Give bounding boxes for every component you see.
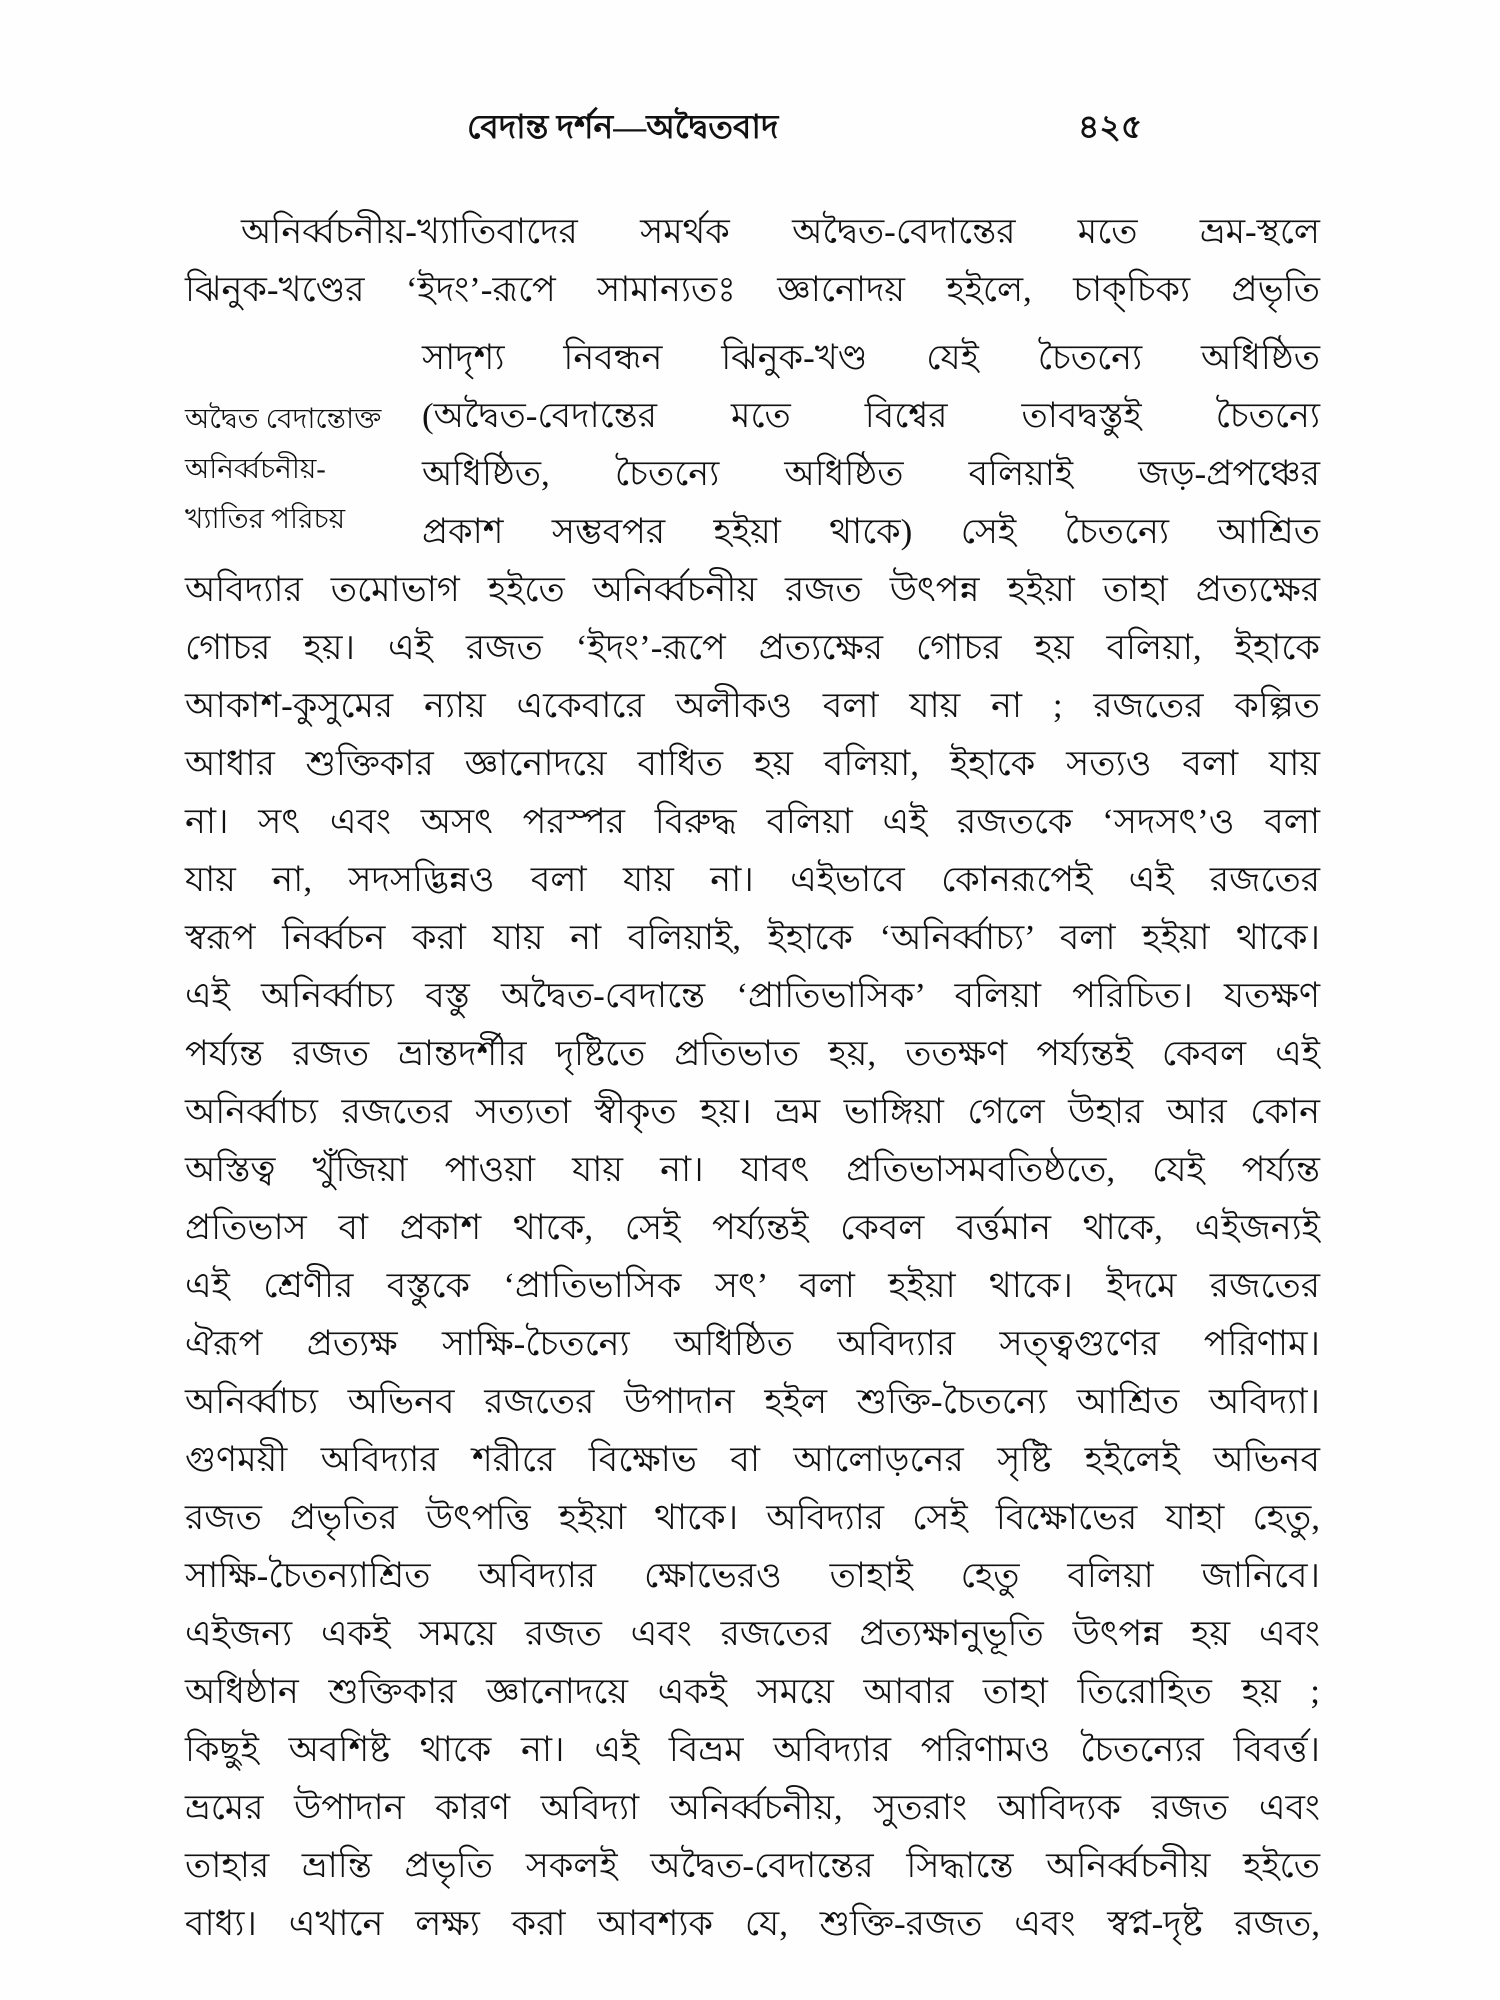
body-line: গোচর হয়। এই রজত ‘ইদং’-রূপে প্রত্যক্ষের গোচর হয় বলিয়া, ইহাকে <box>185 628 1320 667</box>
body-line: এই অনির্ব্বাচ্য বস্তু অদ্বৈত-বেদান্তে ‘প্রাতিভাসিক’ বলিয়া পরিচিত। যতক্ষণ <box>185 976 1320 1015</box>
body-line: কিছুই অবশিষ্ট থাকে না। এই বিভ্রম অবিদ্যার পরিণামও চৈতন্যের বিবর্ত্ত। <box>185 1730 1320 1769</box>
body-line: প্রকাশ সম্ভবপর হইয়া থাকে) সেই চৈতন্যে আশ্রিত <box>422 512 1320 551</box>
body-line: অধিষ্ঠান শুক্তিকার জ্ঞানোদয়ে একই সময়ে আবার তাহা তিরোহিত হয় ; <box>185 1672 1320 1711</box>
body-line: ঝিনুক-খণ্ডের ‘ইদং’-রূপে সামান্যতঃ জ্ঞানোদয় হইলে, চাক্‌চিক্য প্রভৃতি <box>185 270 1320 309</box>
body-line: এই শ্রেণীর বস্তুকে ‘প্রাতিভাসিক সৎ’ বলা হইয়া থাকে। ইদমে রজতের <box>185 1266 1320 1305</box>
body-line: অনির্ব্বাচ্য রজতের সত্যতা স্বীকৃত হয়। ভ্রম ভাঙ্গিয়া গেলে উহার আর কোন <box>185 1092 1320 1131</box>
margin-note-line: খ্যাতির পরিচয় <box>185 504 346 535</box>
body-line: স্বরূপ নির্ব্বচন করা যায় না বলিয়াই, ইহাকে ‘অনির্ব্বাচ্য’ বলা হইয়া থাকে। <box>185 918 1320 957</box>
body-line: যায় না, সদসদ্ভিন্নও বলা যায় না। এইভাবে কোনরূপেই এই রজতের <box>185 860 1320 899</box>
body-line: অধিষ্ঠিত, চৈতন্যে অধিষ্ঠিত বলিয়াই জড়-প্রপঞ্চের <box>422 454 1320 493</box>
body-line: রজত প্রভৃতির উৎপত্তি হইয়া থাকে। অবিদ্যার সেই বিক্ষোভের যাহা হেতু, <box>185 1498 1320 1537</box>
chapter-title: বেদান্ত দর্শন—অদ্বৈতবাদ <box>467 110 779 146</box>
running-header <box>185 106 1320 154</box>
margin-note-line: অনির্ব্বচনীয়- <box>185 454 326 485</box>
body-line: এইজন্য একই সময়ে রজত এবং রজতের প্রত্যক্ষানুভূতি উৎপন্ন হয় এবং <box>185 1614 1320 1653</box>
body-line: তাহার ভ্রান্তি প্রভৃতি সকলই অদ্বৈত-বেদান্তের সিদ্ধান্তে অনির্ব্বচনীয় হইতে <box>185 1846 1320 1885</box>
body-line: (অদ্বৈত-বেদান্তের মতে বিশ্বের তাবদ্বস্তুই চৈতন্যে <box>422 396 1320 435</box>
body-line: অস্তিত্ব খুঁজিয়া পাওয়া যায় না। যাবৎ প্রতিভাসমবতিষ্ঠতে, যেই পর্য্যন্ত <box>185 1150 1320 1189</box>
body-line: আধার শুক্তিকার জ্ঞানোদয়ে বাধিত হয় বলিয়া, ইহাকে সত্যও বলা যায় <box>185 744 1320 783</box>
body-line: অনির্ব্বচনীয়-খ্যাতিবাদের সমর্থক অদ্বৈত-বেদান্তের মতে ভ্রম-স্থলে <box>241 212 1320 251</box>
body-line: সাক্ষি-চৈতন্যাশ্রিত অবিদ্যার ক্ষোভেরও তাহাই হেতু বলিয়া জানিবে। <box>185 1556 1320 1595</box>
body-line: ঐরূপ প্রত্যক্ষ সাক্ষি-চৈতন্যে অধিষ্ঠিত অবিদ্যার সত্ত্বগুণের পরিণাম। <box>185 1324 1320 1363</box>
body-line: আকাশ-কুসুমের ন্যায় একেবারে অলীকও বলা যায় না ; রজতের কল্পিত <box>185 686 1320 725</box>
body-line: গুণময়ী অবিদ্যার শরীরে বিক্ষোভ বা আলোড়নের সৃষ্টি হইলেই অভিনব <box>185 1440 1320 1479</box>
body-text <box>185 203 1320 1953</box>
page-number: ৪২৫ <box>1078 110 1143 146</box>
body-line: ভ্রমের উপাদান কারণ অবিদ্যা অনির্ব্বচনীয়, সুতরাং আবিদ্যক রজত এবং <box>185 1788 1320 1827</box>
body-line: না। সৎ এবং অসৎ পরস্পর বিরুদ্ধ বলিয়া এই রজতকে ‘সদসৎ’ও বলা <box>185 802 1320 841</box>
body-line: অনির্ব্বাচ্য অভিনব রজতের উপাদান হইল শুক্তি-চৈতন্যে আশ্রিত অবিদ্যা। <box>185 1382 1320 1421</box>
margin-note-line: অদ্বৈত বেদান্তোক্ত <box>185 404 382 435</box>
margin-note <box>185 395 420 545</box>
body-line: পর্য্যন্ত রজত ভ্রান্তদর্শীর দৃষ্টিতে প্রতিভাত হয়, ততক্ষণ পর্য্যন্তই কেবল এই <box>185 1034 1320 1073</box>
inset-block <box>185 329 1320 561</box>
body-line: অবিদ্যার তমোভাগ হইতে অনির্ব্বচনীয় রজত উৎপন্ন হইয়া তাহা প্রত্যক্ষের <box>185 570 1320 609</box>
body-line: বাধ্য। এখানে লক্ষ্য করা আবশ্যক যে, শুক্তি-রজত এবং স্বপ্ন-দৃষ্ট রজত, <box>185 1904 1320 1943</box>
body-line: সাদৃশ্য নিবন্ধন ঝিনুক-খণ্ড যেই চৈতন্যে অধিষ্ঠিত <box>422 338 1320 377</box>
body-line: প্রতিভাস বা প্রকাশ থাকে, সেই পর্য্যন্তই কেবল বর্ত্তমান থাকে, এইজন্যই <box>185 1208 1320 1247</box>
